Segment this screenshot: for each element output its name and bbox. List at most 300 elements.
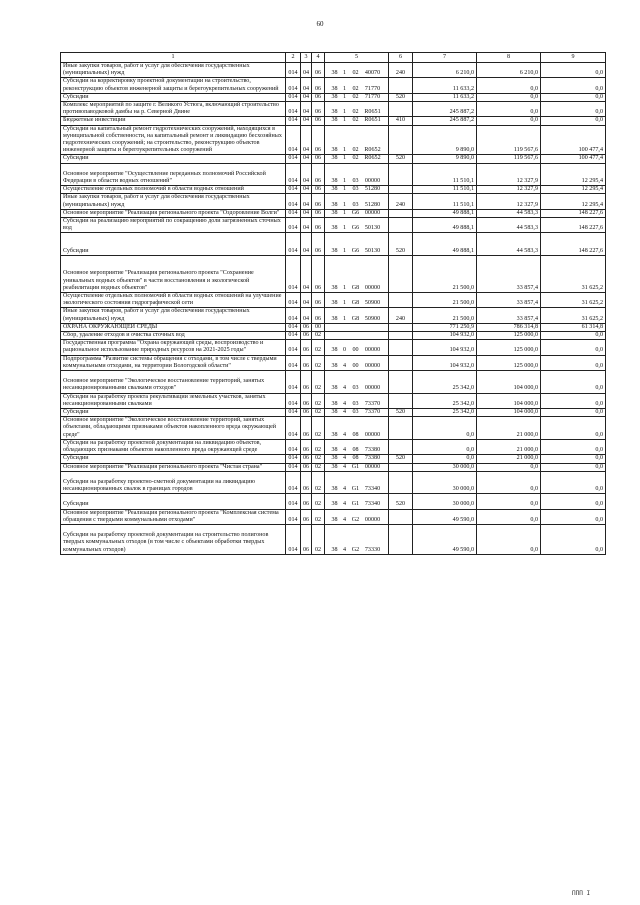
page-number: 60 bbox=[316, 20, 324, 28]
row-section: 06 bbox=[301, 417, 312, 440]
row-amount-1: 11 633,2 bbox=[413, 78, 477, 93]
target-article-part: 51280 bbox=[364, 186, 381, 193]
row-grbs: 014 bbox=[286, 209, 301, 217]
row-section: 06 bbox=[301, 323, 312, 331]
target-article-part: 38 bbox=[331, 93, 338, 100]
row-amount-3: 0,0 bbox=[541, 471, 606, 494]
target-article-part: 08 bbox=[352, 447, 359, 454]
table-row bbox=[61, 455, 606, 463]
row-subsection: 02 bbox=[312, 371, 325, 394]
row-amount-2: 125 000,0 bbox=[477, 340, 541, 355]
row-amount-1: 49 888,1 bbox=[413, 218, 477, 233]
row-name: Комплекс мероприятий по защите г. Великого Устюга, включающий строительство противопаводковой дамбы на р. Северной Двине bbox=[61, 102, 286, 117]
target-article-part: 00000 bbox=[364, 362, 381, 369]
row-section: 04 bbox=[301, 233, 312, 256]
row-name: Субсидии на разработку проекта рекультивации земельных участков, занятых несанкционированными свалками bbox=[61, 393, 286, 408]
table-row bbox=[61, 209, 606, 217]
row-name: Бюджетные инвестиции bbox=[61, 117, 286, 125]
target-article-part: 38 bbox=[331, 178, 338, 185]
target-article-part: 1 bbox=[342, 284, 347, 291]
row-section: 04 bbox=[301, 308, 312, 323]
row-amount-1: 11 510,1 bbox=[413, 163, 477, 186]
table-row bbox=[61, 371, 606, 394]
row-name: Осуществление отдельных полномочий в области водных отношений bbox=[61, 186, 286, 194]
row-amount-2: 44 583,3 bbox=[477, 218, 541, 233]
table-row bbox=[61, 78, 606, 93]
row-name: Основное мероприятие "Экологическое восстановление территорий, занятых объектами, обладающими признаками объектов накопленного вреда окружающей среде" bbox=[61, 417, 286, 440]
row-subsection: 02 bbox=[312, 439, 325, 454]
row-subsection: 06 bbox=[312, 194, 325, 209]
row-name: Субсидии bbox=[61, 233, 286, 256]
row-grbs: 014 bbox=[286, 455, 301, 463]
target-article-part: G1 bbox=[351, 463, 360, 470]
row-grbs: 014 bbox=[286, 186, 301, 194]
target-article-part: 1 bbox=[342, 147, 347, 154]
row-expense-type bbox=[389, 293, 413, 308]
target-article-part: 38 bbox=[331, 284, 338, 291]
row-amount-2: 12 327,9 bbox=[477, 186, 541, 194]
target-article-part: 03 bbox=[352, 178, 359, 185]
row-expense-type bbox=[389, 439, 413, 454]
target-article-part: 00000 bbox=[364, 347, 381, 354]
row-amount-2: 0,0 bbox=[477, 509, 541, 524]
target-article-part: 1 bbox=[342, 315, 347, 322]
target-article-part: 1 bbox=[342, 93, 347, 100]
row-name: Основное мероприятие "Реализация регионального проекта "Сохранение уникальных водных объектов" в части восстановления и экологической реабилитации водных объектов" bbox=[61, 256, 286, 293]
row-subsection: 06 bbox=[312, 256, 325, 293]
row-subsection: 06 bbox=[312, 218, 325, 233]
target-article-part: G2 bbox=[351, 546, 360, 553]
row-subsection: 06 bbox=[312, 93, 325, 101]
row-expense-type bbox=[389, 256, 413, 293]
target-article-part: 38 bbox=[331, 315, 338, 322]
target-article-part: R0651 bbox=[364, 109, 381, 116]
target-article-part: 38 bbox=[331, 70, 338, 77]
target-article-part: 03 bbox=[352, 385, 359, 392]
table-row bbox=[61, 471, 606, 494]
row-amount-2: 119 567,6 bbox=[477, 155, 541, 163]
target-article-part: 38 bbox=[331, 300, 338, 307]
row-amount-2: 33 857,4 bbox=[477, 256, 541, 293]
target-article-part: 38 bbox=[331, 447, 338, 454]
target-article-part: 00000 bbox=[364, 431, 381, 438]
row-amount-2: 104 000,0 bbox=[477, 393, 541, 408]
row-section: 04 bbox=[301, 63, 312, 78]
target-article-part: 38 bbox=[331, 546, 338, 553]
row-grbs: 014 bbox=[286, 340, 301, 355]
row-amount-2: 44 583,3 bbox=[477, 209, 541, 217]
row-amount-1: 21 500,0 bbox=[413, 308, 477, 323]
table-row bbox=[61, 355, 606, 370]
target-article-part: 4 bbox=[342, 447, 347, 454]
row-amount-2: 125 000,0 bbox=[477, 355, 541, 370]
row-target-article bbox=[325, 209, 389, 217]
row-name: Основное мероприятие "Реализация регионального проекта "Комплексная система обращения с твердыми коммунальными отходами" bbox=[61, 509, 286, 524]
row-amount-3: 148 227,6 bbox=[541, 209, 606, 217]
row-name: Государственная программа "Охрана окружающей среды, воспроизводство и рациональное использование природных ресурсов на 2021-2025 годы" bbox=[61, 340, 286, 355]
table-row bbox=[61, 494, 606, 509]
row-amount-3: 0,0 bbox=[541, 417, 606, 440]
row-amount-1: 30 000,0 bbox=[413, 463, 477, 471]
target-article-part: 00000 bbox=[364, 463, 381, 470]
target-article-part: G6 bbox=[351, 247, 360, 254]
row-target-article bbox=[325, 117, 389, 125]
target-article-part: 03 bbox=[352, 400, 359, 407]
row-grbs: 014 bbox=[286, 509, 301, 524]
row-grbs: 014 bbox=[286, 417, 301, 440]
row-amount-3: 31 625,2 bbox=[541, 256, 606, 293]
row-subsection: 06 bbox=[312, 293, 325, 308]
row-section: 04 bbox=[301, 155, 312, 163]
row-target-article bbox=[325, 78, 389, 93]
row-amount-1: 21 500,0 bbox=[413, 256, 477, 293]
row-target-article bbox=[325, 439, 389, 454]
target-article-part: 38 bbox=[331, 362, 338, 369]
row-grbs: 014 bbox=[286, 63, 301, 78]
target-article-part: G8 bbox=[351, 315, 360, 322]
row-expense-type: 240 bbox=[389, 308, 413, 323]
target-article-part: 73340 bbox=[364, 486, 381, 493]
row-subsection: 02 bbox=[312, 417, 325, 440]
row-amount-1: 25 342,0 bbox=[413, 371, 477, 394]
row-name: Субсидии на разработку проектной документации на строительство полигонов твердых коммунальных отходов (в том числе с объектами обработки твердых коммунальных отходов) bbox=[61, 525, 286, 555]
row-amount-1: 11 510,1 bbox=[413, 194, 477, 209]
target-article-part: 4 bbox=[342, 486, 347, 493]
table-row bbox=[61, 293, 606, 308]
target-article-part: 4 bbox=[342, 400, 347, 407]
row-target-article bbox=[325, 256, 389, 293]
row-name: ОХРАНА ОКРУЖАЮЩЕЙ СРЕДЫ bbox=[61, 323, 286, 331]
target-article-part: G6 bbox=[351, 209, 360, 216]
target-article-part: 02 bbox=[352, 85, 359, 92]
row-section: 06 bbox=[301, 371, 312, 394]
row-name: Основное мероприятие "Экологическое восстановление территорий, занятых несанкционированными свалками отходов" bbox=[61, 371, 286, 394]
row-target-article bbox=[325, 102, 389, 117]
row-grbs: 014 bbox=[286, 155, 301, 163]
column-header: 8 bbox=[477, 53, 541, 63]
target-article-part: 1 bbox=[342, 70, 347, 77]
target-article-part: 1 bbox=[342, 209, 347, 216]
table-row bbox=[61, 63, 606, 78]
target-article-part: 38 bbox=[331, 186, 338, 193]
target-article-part: 38 bbox=[331, 117, 338, 124]
row-section: 06 bbox=[301, 471, 312, 494]
target-article-part: 1 bbox=[342, 225, 347, 232]
row-amount-1: 30 000,0 bbox=[413, 471, 477, 494]
column-header: 6 bbox=[389, 53, 413, 63]
row-target-article bbox=[325, 163, 389, 186]
row-expense-type bbox=[389, 218, 413, 233]
row-target-article bbox=[325, 455, 389, 463]
table-row bbox=[61, 93, 606, 101]
row-amount-3: 148 227,6 bbox=[541, 218, 606, 233]
table-row bbox=[61, 409, 606, 417]
target-article-part: G6 bbox=[351, 225, 360, 232]
target-article-part: 00000 bbox=[364, 284, 381, 291]
target-article-part: 4 bbox=[342, 385, 347, 392]
row-amount-2: 0,0 bbox=[477, 494, 541, 509]
row-section: 06 bbox=[301, 509, 312, 524]
table-row bbox=[61, 393, 606, 408]
row-subsection: 02 bbox=[312, 509, 325, 524]
row-target-article bbox=[325, 293, 389, 308]
row-expense-type bbox=[389, 323, 413, 331]
row-section: 04 bbox=[301, 102, 312, 117]
row-amount-3: 0,0 bbox=[541, 78, 606, 93]
target-article-part: 38 bbox=[331, 409, 338, 416]
row-amount-1: 11 510,1 bbox=[413, 186, 477, 194]
target-article-part: 08 bbox=[352, 455, 359, 462]
row-amount-3: 0,0 bbox=[541, 509, 606, 524]
row-subsection: 00 bbox=[312, 323, 325, 331]
row-amount-1: 6 210,0 bbox=[413, 63, 477, 78]
row-amount-2: 0,0 bbox=[477, 525, 541, 555]
row-expense-type bbox=[389, 186, 413, 194]
row-subsection: 06 bbox=[312, 163, 325, 186]
row-section: 06 bbox=[301, 393, 312, 408]
target-article-part: 4 bbox=[342, 516, 347, 523]
row-target-article bbox=[325, 525, 389, 555]
row-subsection: 02 bbox=[312, 525, 325, 555]
row-name: Субсидии bbox=[61, 155, 286, 163]
row-expense-type bbox=[389, 471, 413, 494]
row-amount-1: 0,0 bbox=[413, 439, 477, 454]
row-amount-2: 0,0 bbox=[477, 78, 541, 93]
row-amount-2: 6 210,0 bbox=[477, 63, 541, 78]
target-article-part: 02 bbox=[352, 70, 359, 77]
target-article-part: 1 bbox=[342, 117, 347, 124]
row-target-article bbox=[325, 155, 389, 163]
row-subsection: 06 bbox=[312, 125, 325, 155]
row-target-article bbox=[325, 340, 389, 355]
table-row bbox=[61, 439, 606, 454]
column-header: 5 bbox=[325, 53, 389, 63]
row-amount-2: 0,0 bbox=[477, 471, 541, 494]
target-article-part: 38 bbox=[331, 385, 338, 392]
table-row bbox=[61, 308, 606, 323]
target-article-part: 4 bbox=[342, 409, 347, 416]
row-amount-1: 30 000,0 bbox=[413, 494, 477, 509]
target-article-part: 00 bbox=[352, 362, 359, 369]
row-grbs: 014 bbox=[286, 218, 301, 233]
row-subsection: 06 bbox=[312, 63, 325, 78]
table-row bbox=[61, 163, 606, 186]
row-grbs: 014 bbox=[286, 323, 301, 331]
row-amount-2: 44 583,3 bbox=[477, 233, 541, 256]
row-expense-type: 520 bbox=[389, 494, 413, 509]
column-header: 1 bbox=[61, 53, 286, 63]
target-article-part: 38 bbox=[331, 85, 338, 92]
row-target-article bbox=[325, 509, 389, 524]
target-article-part: 02 bbox=[352, 117, 359, 124]
row-expense-type bbox=[389, 102, 413, 117]
target-article-part: 1 bbox=[342, 109, 347, 116]
target-article-part: 4 bbox=[342, 431, 347, 438]
row-subsection: 06 bbox=[312, 233, 325, 256]
target-article-part: 71770 bbox=[364, 93, 381, 100]
row-amount-2: 21 000,0 bbox=[477, 455, 541, 463]
table-row bbox=[61, 233, 606, 256]
target-article-part: 73340 bbox=[364, 501, 381, 508]
row-target-article bbox=[325, 417, 389, 440]
table-row bbox=[61, 463, 606, 471]
target-article-part: 38 bbox=[331, 155, 338, 162]
row-name: Субсидии на корректировку проектной документации на строительство, реконструкцию объектов инженерной защиты и берегоукрепительных сооружений bbox=[61, 78, 286, 93]
row-target-article bbox=[325, 409, 389, 417]
row-name: Субсидии на разработку проектно-сметной документации на ликвидацию несанкционированных свалок в границах городов bbox=[61, 471, 286, 494]
target-article-part: R0652 bbox=[364, 147, 381, 154]
target-article-part: 4 bbox=[342, 546, 347, 553]
row-target-article bbox=[325, 463, 389, 471]
target-article-part: 02 bbox=[352, 155, 359, 162]
row-target-article bbox=[325, 194, 389, 209]
row-name: Основное мероприятие "Реализация регионального проекта "Чистая страна" bbox=[61, 463, 286, 471]
row-name: Подпрограмма "Развитие системы обращения с отходами, в том числе с твердыми коммунальными отходами, на территории Вологодской области" bbox=[61, 355, 286, 370]
row-section: 04 bbox=[301, 78, 312, 93]
target-article-part: 38 bbox=[331, 109, 338, 116]
row-target-article bbox=[325, 186, 389, 194]
row-amount-3: 0,0 bbox=[541, 494, 606, 509]
target-article-part: 71770 bbox=[364, 85, 381, 92]
row-amount-3: 0,0 bbox=[541, 117, 606, 125]
row-subsection: 02 bbox=[312, 355, 325, 370]
row-expense-type bbox=[389, 393, 413, 408]
row-grbs: 014 bbox=[286, 355, 301, 370]
target-article-part: 73370 bbox=[364, 409, 381, 416]
row-amount-2: 786 314,8 bbox=[477, 323, 541, 331]
row-section: 04 bbox=[301, 256, 312, 293]
row-name: Субсидии на разработку проектной документации на ликвидацию объектов, обладающих признаками объектов накопленного вреда окружающей среде bbox=[61, 439, 286, 454]
row-grbs: 014 bbox=[286, 371, 301, 394]
row-amount-2: 21 000,0 bbox=[477, 439, 541, 454]
target-article-part: 73380 bbox=[364, 447, 381, 454]
row-name: Субсидии bbox=[61, 455, 286, 463]
row-amount-1: 771 250,9 bbox=[413, 323, 477, 331]
row-grbs: 014 bbox=[286, 93, 301, 101]
row-grbs: 014 bbox=[286, 233, 301, 256]
row-grbs: 014 bbox=[286, 471, 301, 494]
row-subsection: 02 bbox=[312, 332, 325, 340]
table-row bbox=[61, 155, 606, 163]
row-name: Субсидии bbox=[61, 93, 286, 101]
target-article-part: 00000 bbox=[364, 385, 381, 392]
row-name: Основное мероприятие "Реализация регионального проекта "Оздоровление Волги" bbox=[61, 209, 286, 217]
table-row bbox=[61, 186, 606, 194]
row-expense-type bbox=[389, 125, 413, 155]
row-subsection: 06 bbox=[312, 186, 325, 194]
row-section: 04 bbox=[301, 93, 312, 101]
column-header: 9 bbox=[541, 53, 606, 63]
target-article-part: 38 bbox=[331, 147, 338, 154]
row-target-article bbox=[325, 494, 389, 509]
target-article-part: 38 bbox=[331, 201, 338, 208]
column-header: 7 bbox=[413, 53, 477, 63]
table-row bbox=[61, 509, 606, 524]
target-article-part: 50130 bbox=[364, 247, 381, 254]
row-expense-type bbox=[389, 417, 413, 440]
target-article-part: R0652 bbox=[364, 155, 381, 162]
target-article-part: 02 bbox=[352, 147, 359, 154]
row-name: Иные закупки товаров, работ и услуг для обеспечения государственных (муниципальных) нужд bbox=[61, 194, 286, 209]
target-article-part: 4 bbox=[342, 501, 347, 508]
row-name: Осуществление отдельных полномочий в области водных отношений на улучшение экологического состояния гидрографической сети bbox=[61, 293, 286, 308]
row-amount-3: 0,0 bbox=[541, 93, 606, 101]
row-amount-3: 100 477,4 bbox=[541, 125, 606, 155]
row-amount-3: 0,0 bbox=[541, 355, 606, 370]
row-expense-type bbox=[389, 163, 413, 186]
row-amount-1: 0,0 bbox=[413, 417, 477, 440]
row-amount-3: 31 625,2 bbox=[541, 293, 606, 308]
row-grbs: 014 bbox=[286, 494, 301, 509]
row-grbs: 014 bbox=[286, 163, 301, 186]
row-grbs: 014 bbox=[286, 256, 301, 293]
row-amount-1: 104 932,0 bbox=[413, 355, 477, 370]
row-subsection: 02 bbox=[312, 494, 325, 509]
row-grbs: 014 bbox=[286, 117, 301, 125]
table-row bbox=[61, 125, 606, 155]
row-amount-3: 0,0 bbox=[541, 393, 606, 408]
target-article-part: 73380 bbox=[364, 455, 381, 462]
target-article-part: 4 bbox=[342, 362, 347, 369]
row-amount-3: 0,0 bbox=[541, 371, 606, 394]
row-grbs: 014 bbox=[286, 439, 301, 454]
row-amount-3: 0,0 bbox=[541, 332, 606, 340]
target-article-part: 38 bbox=[331, 486, 338, 493]
row-name: Сбор, удаление отходов и очистка сточных вод bbox=[61, 332, 286, 340]
row-name: Иные закупки товаров, работ и услуг для обеспечения государственных (муниципальных) нужд bbox=[61, 308, 286, 323]
table-row bbox=[61, 332, 606, 340]
row-section: 06 bbox=[301, 463, 312, 471]
target-article-part: 4 bbox=[342, 463, 347, 470]
row-expense-type bbox=[389, 463, 413, 471]
row-target-article bbox=[325, 371, 389, 394]
target-article-part: 38 bbox=[331, 516, 338, 523]
row-section: 06 bbox=[301, 455, 312, 463]
table-row bbox=[61, 194, 606, 209]
row-target-article bbox=[325, 332, 389, 340]
target-article-part: 38 bbox=[331, 247, 338, 254]
column-header: 2 bbox=[286, 53, 301, 63]
row-amount-3: 61 314,8 bbox=[541, 323, 606, 331]
row-amount-2: 0,0 bbox=[477, 93, 541, 101]
row-grbs: 014 bbox=[286, 308, 301, 323]
row-section: 04 bbox=[301, 186, 312, 194]
target-article-part: 1 bbox=[342, 247, 347, 254]
row-section: 06 bbox=[301, 439, 312, 454]
row-target-article bbox=[325, 471, 389, 494]
row-amount-2: 104 000,0 bbox=[477, 371, 541, 394]
row-expense-type: 240 bbox=[389, 194, 413, 209]
row-target-article bbox=[325, 218, 389, 233]
row-expense-type: 520 bbox=[389, 409, 413, 417]
row-amount-1: 49 888,1 bbox=[413, 209, 477, 217]
row-grbs: 014 bbox=[286, 78, 301, 93]
row-name: Субсидии bbox=[61, 409, 286, 417]
row-section: 06 bbox=[301, 409, 312, 417]
row-amount-3: 0,0 bbox=[541, 455, 606, 463]
table-row bbox=[61, 525, 606, 555]
row-grbs: 014 bbox=[286, 409, 301, 417]
row-expense-type bbox=[389, 332, 413, 340]
row-target-article bbox=[325, 393, 389, 408]
column-header: 3 bbox=[301, 53, 312, 63]
target-article-part: 38 bbox=[331, 225, 338, 232]
row-amount-1: 104 932,0 bbox=[413, 332, 477, 340]
row-section: 06 bbox=[301, 525, 312, 555]
row-section: 04 bbox=[301, 209, 312, 217]
row-name: Иные закупки товаров, работ и услуг для обеспечения государственных (муниципальных) нужд bbox=[61, 63, 286, 78]
row-grbs: 014 bbox=[286, 102, 301, 117]
